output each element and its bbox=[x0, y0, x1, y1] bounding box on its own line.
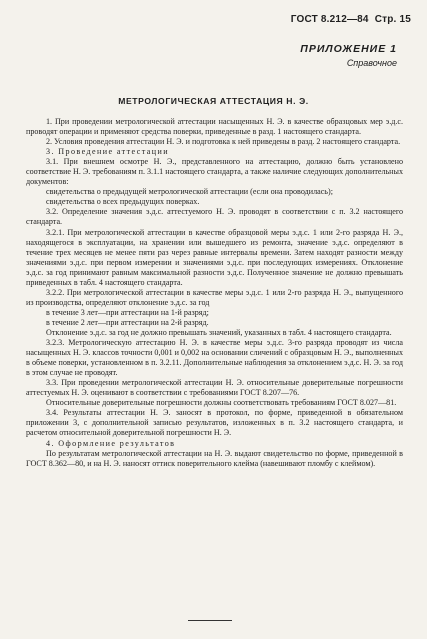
paragraph: 3.2.2. При метрологической аттестации в качестве меры э.д.с. 1 или 2-го разряда Н. Э., выпущенного из производства, определяют отклонение э.д.с. за год bbox=[26, 287, 403, 307]
paragraph: 1. При проведении метрологической аттестации насыщенных Н. Э. в качестве образцовых мер э.д.с. проводят операции и применяют средства поверки, приведенные в разд. 1 настоящего стандарта. bbox=[26, 117, 403, 137]
paragraph: 3.3. При проведении метрологической аттестации Н. Э. относительные доверительные погрешности аттестуемых Н. Э. оценивают в соответствии с требованиями ГОСТ 8.207—76. bbox=[26, 378, 403, 398]
paragraph: По результатам метрологической аттестации на Н. Э. выдают свидетельство по форме, приведенной в ГОСТ 8.362—80, и на Н. Э. наносят оттиск поверительного клейма (навешивают пломбу с клеймом). bbox=[26, 448, 403, 468]
page-header bbox=[291, 14, 411, 25]
paragraph: 2. Условия проведения аттестации Н. Э. и подготовка к ней приведены в разд. 2 настоящего стандарта. bbox=[46, 137, 401, 147]
appendix-title: ПРИЛОЖЕНИЕ 1 bbox=[300, 43, 397, 55]
paragraph: 3.1. При внешнем осмотре Н. Э., представленного на аттестацию, должно быть установлено соответствие Н. Э. требованиям п. 3.1.1 настоящего стандарта, а также наличие следующих дополнительных документов: bbox=[26, 157, 403, 187]
section-title: МЕТРОЛОГИЧЕСКАЯ АТТЕСТАЦИЯ Н. Э. bbox=[118, 96, 309, 106]
page-number: Стр. 15 bbox=[374, 14, 411, 25]
appendix-subtitle: Справочное bbox=[346, 58, 397, 68]
paragraph: свидетельства о всех предыдущих поверках. bbox=[46, 197, 200, 207]
paragraph: Отклонение э.д.с. за год не должно превышать значений, указанных в табл. 4 настоящего стандарта. bbox=[46, 327, 392, 337]
standard-number: ГОСТ 8.212—84 bbox=[290, 14, 369, 25]
paragraph: 3.2. Определение значения э.д.с. аттестуемого Н. Э. проводят в соответствии с п. 3.2 настоящего стандарта. bbox=[26, 207, 403, 227]
closing-rule bbox=[188, 620, 232, 621]
paragraph: 3.2.1. При метрологической аттестации в качестве образцовой меры э.д.с. 1 или 2-го разряда Н. Э., находящегося в эксплуатации, на хранении или вышедшего из ремонта, значение э.д.с. определяют в течение трех месяцев не менее пяти раз через равные интервалы времени. Затем находят разности между значениями э.д.с. при первом измерении и значениями э.д.с. при последующих измерениях. Отклонение э.д.с. за год принимают равным максимальной разности э.д.с. Полученное значение не должно превышать приведенных в табл. 4 настоящего стандарта. bbox=[26, 227, 403, 287]
paragraph: 3.4. Результаты аттестации Н. Э. заносят в протокол, по форме, приведенной в обязательном приложении 3, с дополнительной записью результатов, изложенных в п. 3.2 настоящего стандарта, и расчетом относительной доверительной погрешности Н. Э. bbox=[26, 408, 403, 438]
section-heading: 3. Проведение аттестации bbox=[46, 147, 169, 157]
list-item: в течение 2 лет—при аттестации на 2-й разряд. bbox=[46, 317, 209, 327]
document-body bbox=[26, 117, 403, 469]
list-item: в течение 3 лет—при аттестации на 1-й разряд; bbox=[46, 307, 209, 317]
paragraph: 3.2.3. Метрологическую аттестацию Н. Э. в качестве меры э.д.с. 3-го разряда проводят из числа насыщенных Н. Э. классов точности 0,001 и 0,002 на основании сличений с образцовым Н. Э., выполненных в объеме поверки, установленном в п. 3.2.11. Дополнительные наблюдения за отклонением э.д.с. Н. Э. за год в этом случае не проводят. bbox=[26, 338, 403, 378]
paragraph: Относительные доверительные погрешности должны соответствовать требованиям ГОСТ 8.027—81. bbox=[46, 398, 397, 408]
appendix-heading bbox=[300, 43, 397, 68]
paragraph: свидетельства о предыдущей метрологической аттестации (если она проводилась); bbox=[46, 187, 333, 197]
section-heading: 4. Оформление результатов bbox=[46, 438, 176, 448]
